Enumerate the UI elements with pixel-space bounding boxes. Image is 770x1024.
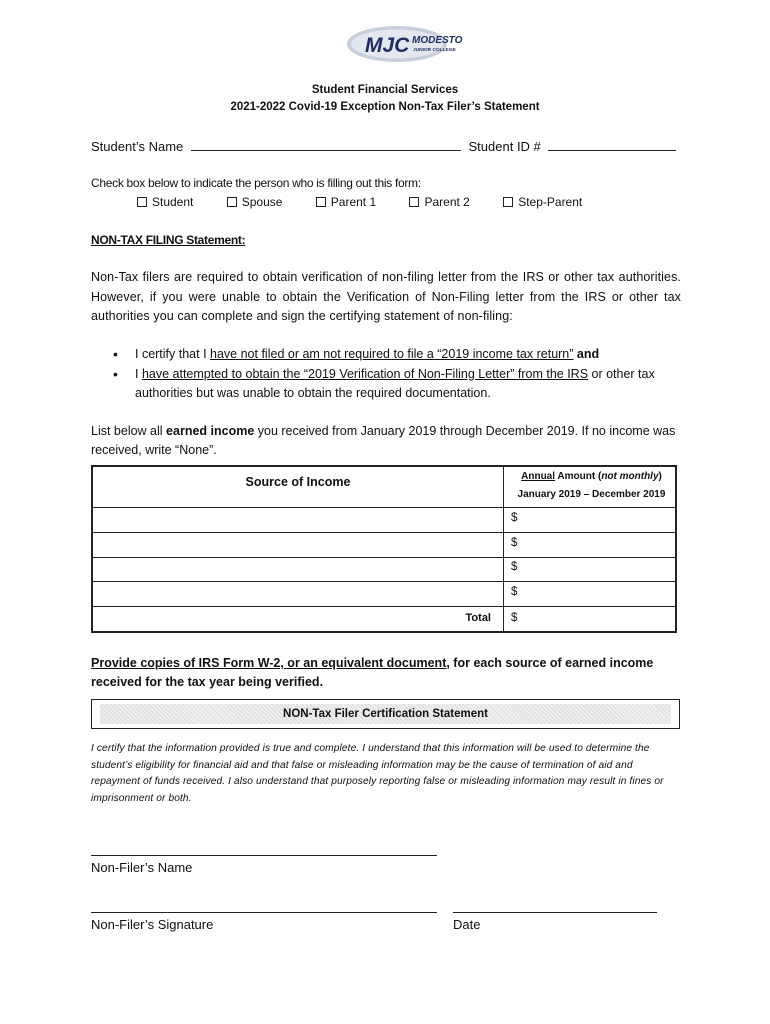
checkbox-student[interactable]: Student (137, 195, 193, 209)
amount-cell[interactable]: $ (511, 561, 518, 573)
checkbox-instruction: Check box below to indicate the person who is filling out this form: (91, 176, 421, 190)
nontax-paragraph: Non-Tax filers are required to obtain verification of non-filing letter from the IRS or other tax authorities. However, if you were unable to obtain the Verification of Non-Filing letter from the IRS or other tax authorities you can complete and sign the certifying statement of non-filing: (91, 270, 681, 323)
checkbox-spouse[interactable]: Spouse (227, 195, 283, 209)
checkbox-step-parent[interactable]: Step-Parent (503, 195, 582, 209)
checkbox-square-icon (227, 197, 237, 207)
checkbox-square-icon (409, 197, 419, 207)
total-amount-cell[interactable]: $ (511, 612, 518, 624)
checkbox-parent-1[interactable]: Parent 1 (316, 195, 376, 209)
student-id-label: Student ID # (468, 139, 541, 154)
certify-bullets (113, 345, 681, 404)
student-info-line (91, 138, 676, 154)
date-label: Date (453, 917, 481, 932)
logo-mark: MJC (365, 34, 410, 57)
checkbox-square-icon (503, 197, 513, 207)
annual-amount-header: Annual Amount (not monthly) (521, 471, 662, 482)
student-id-field[interactable] (548, 138, 676, 151)
student-name-label: Student’s Name (91, 139, 184, 154)
certification-text: I certify that the information provided is true and complete. I understand that this information will be used to determine the student’s eligibility for financial aid and that false or misleading information may be the cause of termination of aid and repayment of funds received. I also understand that purposely reporting false or misleading information may result in fines or imprisonment or both. (91, 743, 664, 804)
college-logo (345, 24, 470, 64)
logo-subtitle: JUNIOR COLLEGE (413, 48, 456, 53)
provide-copies-note: Provide copies of IRS Form W-2, or an equivalent document, for each source of earned income received for the tax year being verified. (91, 656, 654, 689)
amount-cell[interactable]: $ (511, 586, 518, 598)
certification-heading-box (91, 699, 680, 729)
source-of-income-header: Source of Income (245, 475, 351, 489)
certification-heading: NON-Tax Filer Certification Statement (100, 704, 671, 724)
checkbox-square-icon (137, 197, 147, 207)
bullet-item: • I certify that I have not filed or am not required to file a “2019 income tax return” and (113, 345, 681, 365)
amount-cell[interactable]: $ (511, 512, 518, 524)
non-filer-name-label: Non-Filer’s Name (91, 860, 193, 875)
logo-name: MODESTO (412, 35, 463, 46)
income-instruction: List below all earned income you received from January 2019 through December 2019. If no income was received, write “None”. (91, 424, 676, 457)
checkbox-parent-2[interactable]: Parent 2 (409, 195, 469, 209)
student-name-field[interactable] (191, 138, 461, 151)
checkbox-square-icon (316, 197, 326, 207)
non-filer-signature-field[interactable] (91, 912, 437, 913)
amount-cell[interactable]: $ (511, 537, 518, 549)
period-header: January 2019 – December 2019 (517, 489, 666, 500)
non-filer-signature-label: Non-Filer’s Signature (91, 917, 214, 932)
date-field[interactable] (453, 912, 657, 913)
form-title: 2021-2022 Covid-19 Exception Non-Tax Filer’s Statement (230, 101, 540, 113)
filer-checkbox-group (137, 195, 612, 209)
nontax-heading: NON-TAX FILING Statement: (91, 233, 246, 247)
total-label: Total (465, 612, 491, 624)
non-filer-name-field[interactable] (91, 855, 437, 856)
bullet-item: • I have attempted to obtain the “2019 Verification of Non-Filing Letter” from the IRS or other tax authorities but was unable to obtain the required documentation. (113, 365, 681, 404)
income-table (91, 465, 677, 633)
department-title: Student Financial Services (311, 84, 459, 96)
